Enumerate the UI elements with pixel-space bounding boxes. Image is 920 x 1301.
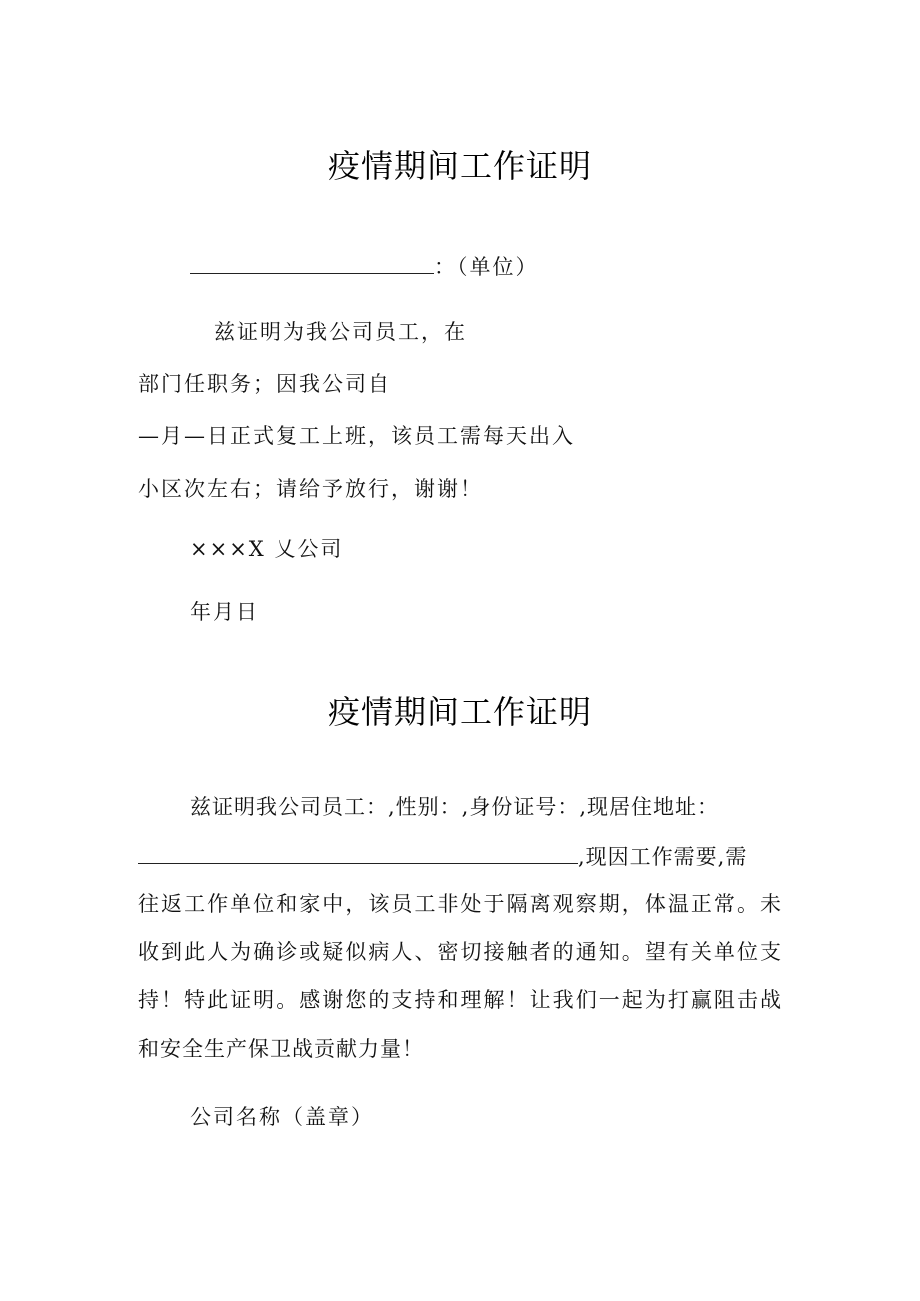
doc1-line-4: 小区次左右；请给予放行，谢谢！ [138,477,483,501]
unit-line [190,252,539,282]
page-title-1: 疫情期间工作证明 [327,147,592,185]
doc2-line-4: 收到此人为确诊或疑似病人、密切接触者的通知。望有关单位支 [138,940,782,964]
seal-line: 公司名称（盖章） [190,1105,374,1129]
doc1-line-1: 兹证明为我公司员工，在 [214,320,467,344]
page-title-2: 疫情期间工作证明 [327,693,592,731]
doc2-line-3: 往返工作单位和家中，该员工非处于隔离观察期，体温正常。未 [138,892,782,916]
doc2-line-1: 兹证明我公司员工：,性别：,身份证号：,现居住地址： [190,795,720,819]
unit-label: ：（单位） [434,255,539,279]
doc2-line-6: 和安全生产保卫战贡献力量！ [138,1037,424,1061]
doc1-line-3: —月—日正式复工上班，该员工需每天出入 [138,424,575,448]
doc1-line-2: 部门任职务；因我公司自 [138,372,391,396]
company-signature: ×××X 乂公司 [190,537,344,561]
doc2-line-2-suffix: ,现因工作需要,需 [578,845,748,869]
unit-blank[interactable] [190,253,434,274]
doc2-line-5: 持！特此证明。感谢您的支持和理解！让我们一起为打赢阻击战 [138,988,782,1012]
date-line: 年月日 [190,600,259,624]
doc2-line-2 [138,842,747,872]
address-blank[interactable] [138,843,578,864]
